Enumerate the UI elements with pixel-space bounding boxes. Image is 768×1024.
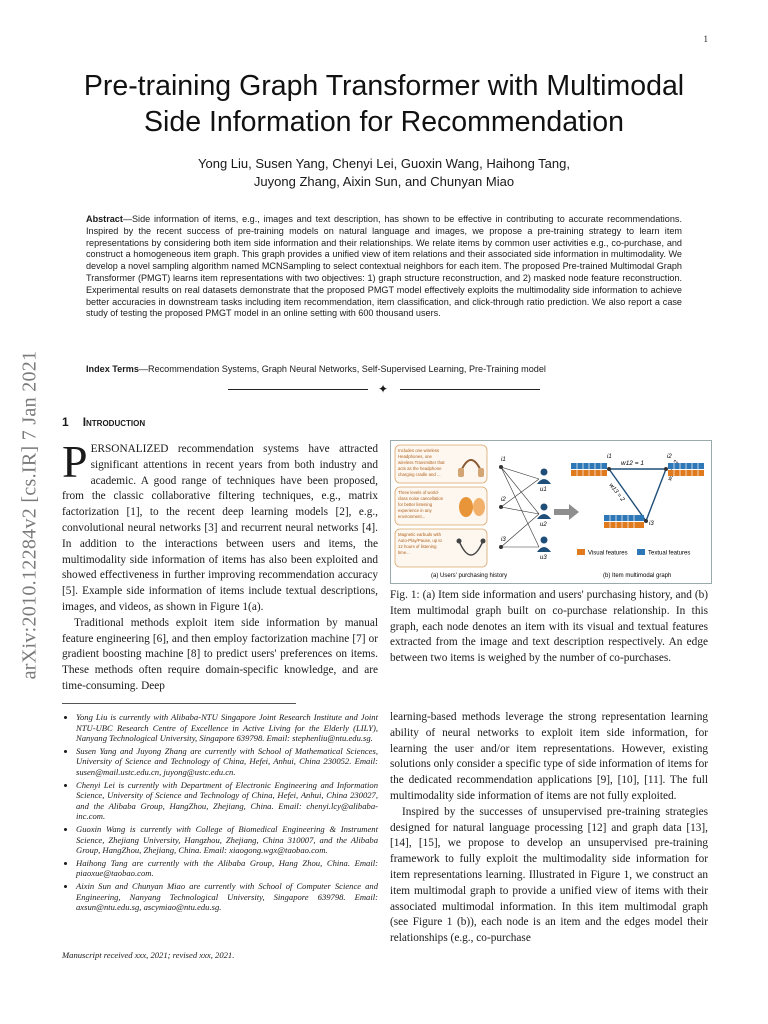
desc3-line: time... (398, 550, 410, 555)
desc1-line: Headphones, one (398, 454, 432, 459)
desc1-line: acts as the headphone (398, 466, 442, 471)
user-label: u3 (540, 555, 547, 561)
left-column-body (62, 436, 378, 695)
desc1-line: wireless Transmitter that (398, 460, 445, 465)
desc1-line: Includes one wireless (398, 448, 440, 453)
intro-paragraph-2: Traditional methods exploit item side information by manual feature engineering [6], and then employ factorization machine [7] or gradient boosting machine [8] to predict users' preferences on items. These methods often require domain-specific knowledge, and are time-consuming. Deep (62, 616, 378, 692)
divider-line-left (228, 389, 368, 390)
section-number: 1 (62, 415, 69, 429)
page-number: 1 (703, 34, 708, 44)
desc1-line: charging cradle and ... (398, 472, 441, 477)
desc2-line: class noise cancellation (398, 496, 444, 501)
figure-caption: Fig. 1: (a) Item side information and users' purchasing history, and (b) Item multimodal graph built on co-purchase relationship. In this graph, each node denotes an item with its visual and textual features extracted from the image and text description respectively. An edge between two items is weighed by the number of co-purchases. (390, 589, 708, 665)
abstract-text: —Side information of items, e.g., images and text description, has shown to be effective in contributing to accurate recommendations. Inspired by the recent success of pre-training models on natural language and images, we propose a pre-training strategy to learn item representations by considering both item side information and their relationships. We relate items by common user activities e.g., co-purchase, and construct a homogeneous item graph. This graph provides a unified view of item relations and their associated side information in multimodality. We develop a novel sampling algorithm named MCNSampling to select contextual neighbors for each item. The proposed Pre-trained Multimodal Graph Transformer (PMGT) learns item representations with two objectives: 1) graph structure reconstruction, and 2) masked node feature reconstruction. Experimental results on real datasets demonstrate that the proposed PMGT model effectively exploits the multimodality side information to achieve better accuracies in downstream tasks including item recommendation, item classification, and click-through ratio prediction. We also report a case study of testing the proposed PMGT model in an online setting with 600 thousand users. (86, 214, 682, 319)
desc2-line: for better listening (398, 502, 433, 507)
legend-visual-swatch (577, 549, 585, 555)
user-icons (537, 469, 551, 553)
intro-p1-text: recommendation systems have attracted significant attentions in recent years from both industry and academic. A good range of techniques have been proposed, from the classic collaborative filtering techniques, e.g., matrix factorization [1], to the recent deep learning models [2], e.g., convolutional neural networks [3] and recurrent neural networks [4]. In addition to the interactions between users and items, the multimodality side information of items has also been exploited and showed effectiveness in further improving recommendation accuracy [5]. Example side information of items include textual descriptions, images, and videos, as shown in Figure 1(a). (62, 443, 378, 613)
figure-1 (390, 440, 712, 584)
graph-item-label: i3 (649, 521, 654, 527)
legend-textual-swatch (637, 549, 645, 555)
item-card-3 (395, 529, 487, 567)
section-heading (62, 415, 145, 429)
user-label: u2 (540, 522, 547, 528)
arxiv-identifier (10, 300, 50, 730)
item-card-1 (395, 445, 487, 483)
section-divider (228, 383, 540, 395)
authors-line-1: Yong Liu, Susen Yang, Chenyi Lei, Guoxin Wang, Haihong Tang, (198, 156, 570, 171)
subcaption-b: (b) Item multimodal graph (603, 573, 672, 579)
edge-weight-23: 2 (673, 459, 681, 465)
user-label: u1 (540, 487, 547, 493)
index-terms (86, 363, 682, 375)
item-label: i3 (501, 537, 506, 543)
divider-line-right (400, 389, 540, 390)
manuscript-note: Manuscript received xxx, 2021; revised xxx, 2021. (62, 950, 235, 960)
edge-weight-13: w13 = 2 (607, 482, 626, 503)
desc3-line: 12 hours of listening (398, 544, 437, 549)
authors-line-2: Juyong Zhang, Aixin Sun, and Chunyan Miao (253, 174, 515, 189)
desc3-line: Magnetic earbuds with (398, 532, 441, 537)
node-i3-features (604, 515, 644, 528)
footnote-item: • Guoxin Wang is currently with College of Biomedical Engineering & Instrument Science, Zhejiang University, Hangzhou, Zhejiang, China 310007, and the Alibaba Group, HangZhou, Zhejiang, China. Email: xiaogong.wgx@taobao.com. (76, 824, 378, 856)
right-paragraph-1: learning-based methods leverage the strong representation learning ability of neural networks to exploit item side information, for learning the user and/or item representations. However, existing solutions only consider a specific type of side information of items for the dedicated recommendation applications [9], [10], [11]. The full multimodality side information of items are not fully exploited. (390, 711, 708, 802)
purchase-edges (501, 467, 539, 547)
desc3-line: Auto-Play/Pause, up to (398, 538, 442, 543)
right-paragraph-2: Inspired by the successes of unsupervised pre-training strategies designed for natural language processing [12] and graph data [13], [14], [15], we propose to develop an unsupervised pre-training framework to fully exploit the multimodality side information for item representations learning. Illustrated in Figure 1, we construct an item multimodal graph to provide a unified view of items with their associated multimodal information. In this item multimodal graph (see Figure 1 (b)), each node is an item and the edges model their relationships (e.g., co-purchase (390, 805, 708, 945)
abstract (86, 214, 682, 320)
transform-arrow-icon (554, 504, 579, 520)
paper-title (0, 68, 768, 140)
section-title: Introduction (82, 415, 146, 429)
affiliation-footnotes (62, 712, 378, 915)
author-list (0, 155, 768, 191)
title-line-1: Pre-training Graph Transformer with Multimodal (83, 70, 685, 102)
title-line-2: Side Information for Recommendation (144, 106, 624, 138)
item-label: i2 (501, 497, 506, 503)
drop-cap: P (62, 436, 88, 487)
item-label: i1 (501, 457, 506, 463)
index-terms-text: —Recommendation Systems, Graph Neural Networks, Self-Supervised Learning, Pre-Training model (138, 364, 546, 374)
divider-diamond-icon: ✦ (378, 382, 389, 396)
edge-weight-12: w12 = 1 (621, 460, 644, 467)
right-column-body (390, 710, 708, 947)
desc2-line: Three levels of world- (398, 490, 440, 495)
footnote-item: • Susen Yang and Juyong Zhang are currently with School of Mathematical Sciences, University of Science and Technology of China, Hefei, Anhui, China 230052. Email: susen@mail.ustc.edu.cn, juyong@ustc.edu.cn. (76, 746, 378, 778)
footnote-item: • Chenyi Lei is currently with Department of Electronic Engineering and Information Science, University of Science and Technology of China, Hefei, Anhui, China 230027, and the Alibaba Group, HangZhou, Zhejiang, China. Email: chenyi.lcy@alibaba-inc.com. (76, 780, 378, 822)
desc2-line: environment... (398, 514, 426, 519)
intro-paragraph-1 (62, 436, 378, 616)
svg-text:Includes one wirelessHeadphone (398, 448, 445, 477)
item-card-2 (395, 487, 487, 525)
footnote-item: • Aixin Sun and Chunyan Miao are currently with School of Computer Science and Engineering, Nanyang Technological University, Singapore 639798. Email: axsun@ntu.edu.sg, ascymiao@ntu.edu.sg. (76, 881, 378, 913)
index-terms-label: Index Terms (86, 364, 139, 374)
footnote-rule (62, 703, 296, 704)
desc2-line: experience in any (398, 508, 432, 513)
subcaption-a: (a) Users' purchasing history (431, 573, 508, 579)
legend-textual: Textual features (648, 550, 691, 557)
legend-visual: Visual features (588, 550, 628, 557)
node-i1-features (571, 463, 607, 476)
graph-item-label: i1 (607, 454, 612, 460)
abstract-label: Abstract (86, 214, 123, 224)
footnote-item: • Yong Liu is currently with Alibaba-NTU Singapore Joint Research Institute and Joint NTU-UBC Research Centre of Excellence in Active Living for the Elderly (LILY), Nanyang Technological University, Singapore 639798. Email: stephenliu@ntu.edu.sg. (76, 712, 378, 744)
figure-svg (391, 441, 711, 583)
arxiv-text: arXiv:2010.12284v2 [cs.IR] 7 Jan 2021 (18, 350, 41, 680)
footnote-item: • Haihong Tang are currently with the Alibaba Group, Hang Zhou, China. Email: piaoxue@taobao.com. (76, 858, 378, 879)
first-word: ERSONALIZED (90, 443, 169, 455)
graph-item-label: i2 (667, 454, 672, 460)
